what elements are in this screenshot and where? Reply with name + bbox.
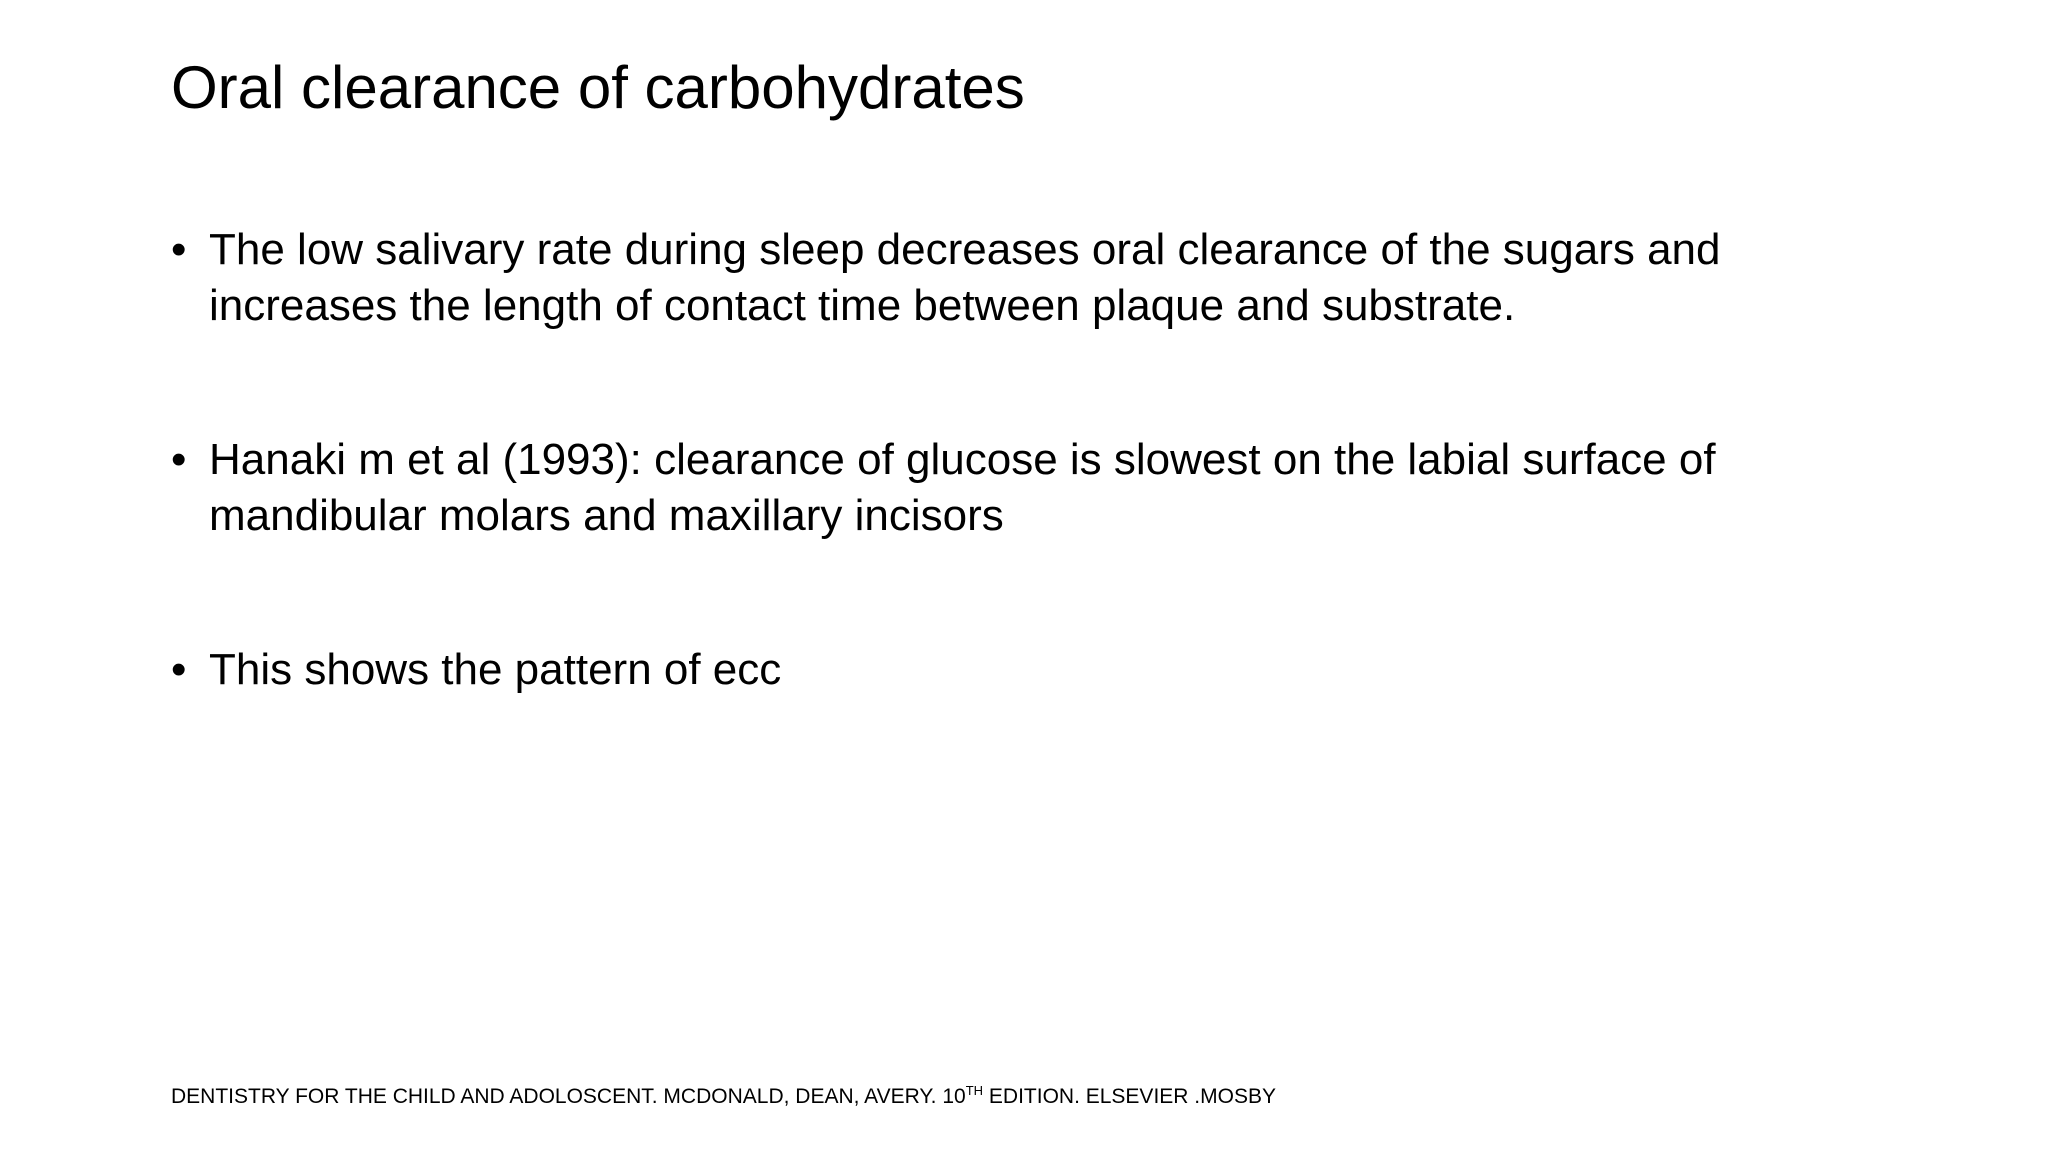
- bullet-icon: •: [171, 225, 187, 274]
- bullet-text: The low salivary rate during sleep decreases oral clearance of the sugars and increases the length of contact time between plaque and substrate.: [209, 225, 1721, 330]
- bullet-text: This shows the pattern of ecc: [209, 645, 782, 694]
- bullet-icon: •: [171, 435, 187, 484]
- bullet-item: [171, 642, 1891, 698]
- slide-title: Oral clearance of carbohydrates: [171, 54, 1025, 121]
- bullet-icon: •: [171, 645, 187, 694]
- bullet-text: Hanaki m et al (1993): clearance of glucose is slowest on the labial surface of mandibular molars and maxillary incisors: [209, 435, 1716, 540]
- bullet-item: [171, 432, 1891, 544]
- reference-text: DENTISTRY FOR THE CHILD AND ADOLOSCENT. MCDONALD, DEAN, AVERY. 10: [171, 1085, 966, 1108]
- reference-text-end: EDITION. ELSEVIER .MOSBY: [983, 1085, 1276, 1108]
- bullet-item: [171, 222, 1891, 334]
- reference-superscript: TH: [965, 1083, 984, 1098]
- reference-footer: [171, 1084, 1276, 1110]
- bullet-list: [171, 222, 1891, 796]
